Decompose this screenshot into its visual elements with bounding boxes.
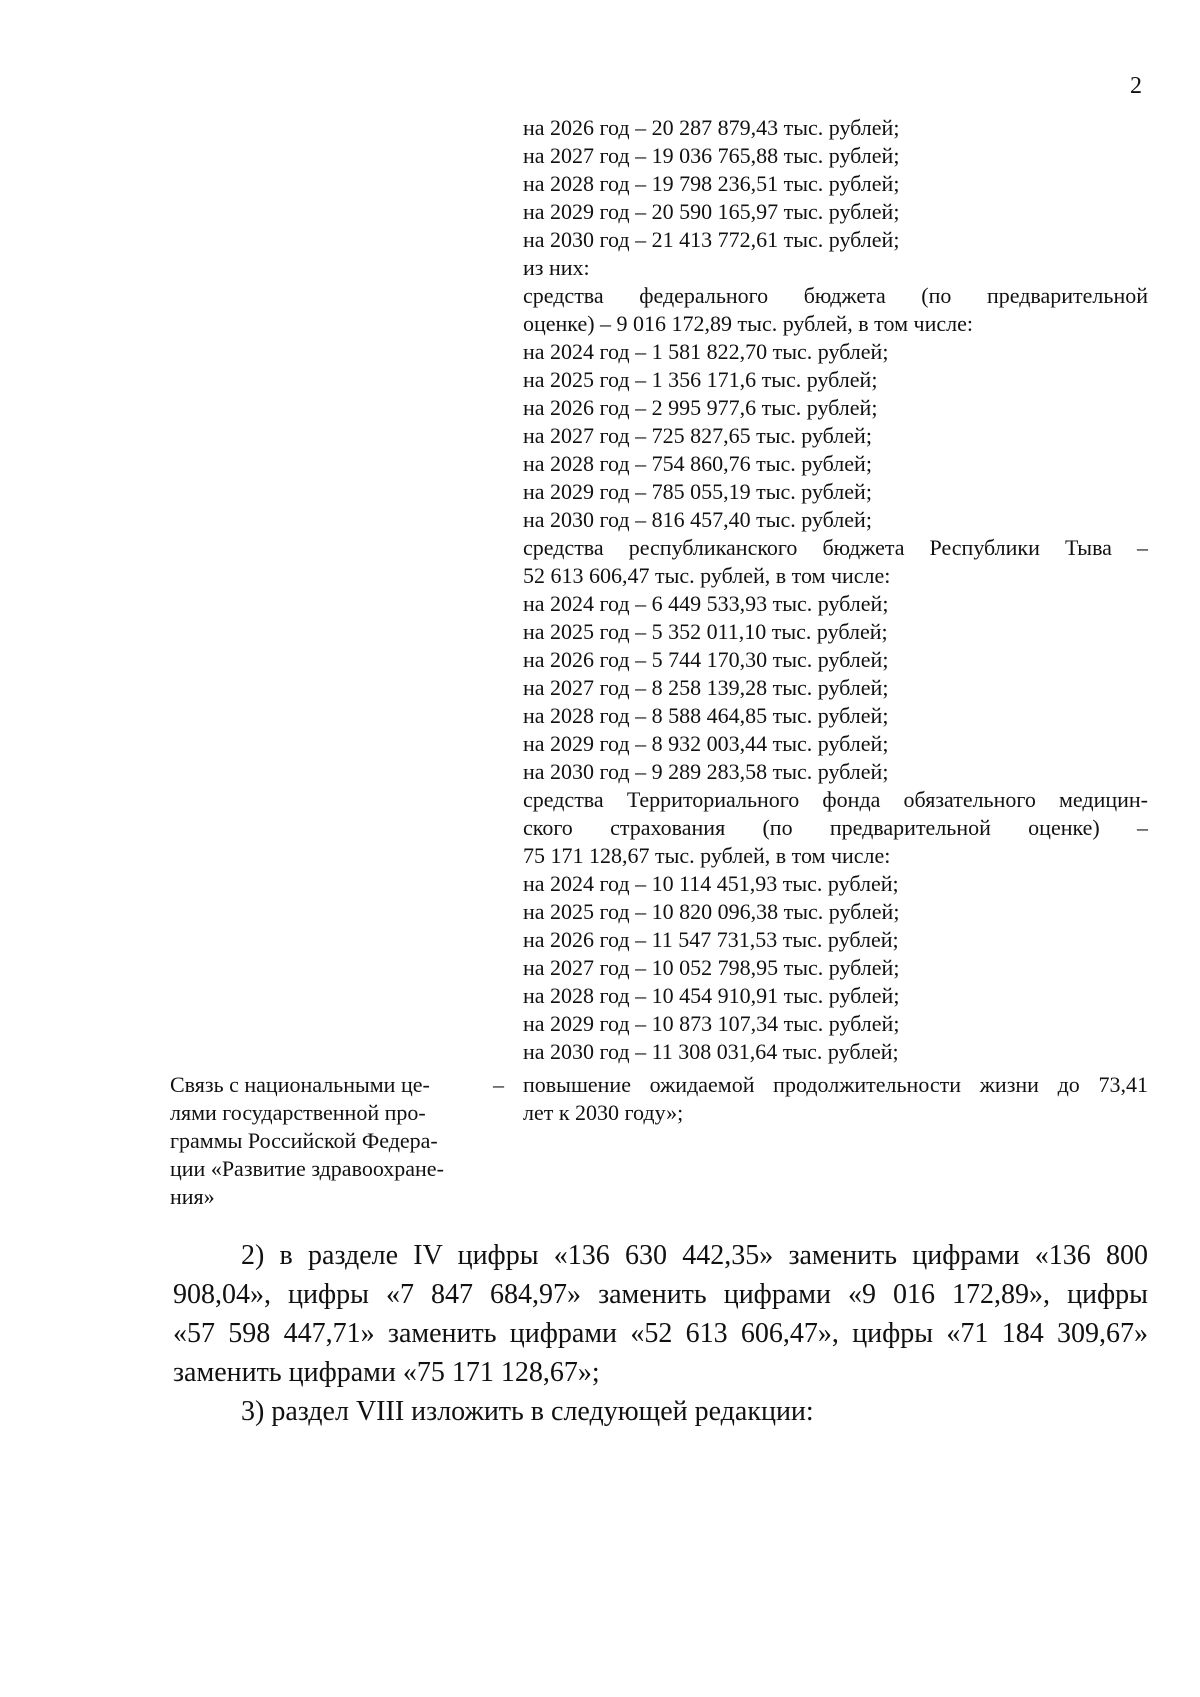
funding-line: средства федерального бюджета (по предварительной	[523, 283, 1148, 308]
funding-line: на 2026 год – 2 995 977,6 тыс. рублей;	[523, 395, 878, 420]
funding-line: на 2029 год – 10 873 107,34 тыс. рублей;	[523, 1011, 900, 1036]
page-number: 2	[1130, 73, 1142, 99]
goal-line: повышение ожидаемой продолжительности жизни до 73,41	[523, 1072, 1148, 1097]
funding-line: на 2029 год – 785 055,19 тыс. рублей;	[523, 479, 872, 504]
label-line: граммы Российской Федера-	[170, 1128, 438, 1153]
funding-line: на 2030 год – 816 457,40 тыс. рублей;	[523, 507, 872, 532]
funding-line: оценке) – 9 016 172,89 тыс. рублей, в том числе:	[523, 311, 973, 336]
amendment-2-line: 2) в разделе IV цифры «136 630 442,35» заменить цифрами «136 800	[241, 1240, 1148, 1271]
funding-line: на 2029 год – 20 590 165,97 тыс. рублей;	[523, 199, 900, 224]
funding-line: на 2028 год – 754 860,76 тыс. рублей;	[523, 451, 872, 476]
funding-line: на 2028 год – 19 798 236,51 тыс. рублей;	[523, 171, 900, 196]
funding-line: на 2028 год – 10 454 910,91 тыс. рублей;	[523, 983, 900, 1008]
funding-line: средства Территориального фонда обязательного медицин-	[523, 787, 1148, 812]
funding-line: на 2027 год – 19 036 765,88 тыс. рублей;	[523, 143, 900, 168]
funding-line: 75 171 128,67 тыс. рублей, в том числе:	[523, 843, 891, 868]
funding-line: на 2028 год – 8 588 464,85 тыс. рублей;	[523, 703, 889, 728]
label-line: ния»	[170, 1184, 215, 1209]
label-line: ции «Развитие здравоохране-	[170, 1156, 444, 1181]
goal-line: лет к 2030 году»;	[523, 1100, 684, 1125]
amendment-2-line: «57 598 447,71» заменить цифрами «52 613 606,47», цифры «71 184 309,67»	[173, 1318, 1148, 1349]
funding-line: 52 613 606,47 тыс. рублей, в том числе:	[523, 563, 891, 588]
amendment-3-line: 3) раздел VIII изложить в следующей редакции:	[241, 1396, 814, 1427]
national-goals-label	[170, 1071, 488, 1211]
funding-line: на 2025 год – 5 352 011,10 тыс. рублей;	[523, 619, 888, 644]
funding-line: на 2024 год – 6 449 533,93 тыс. рублей;	[523, 591, 889, 616]
funding-line: на 2027 год – 725 827,65 тыс. рублей;	[523, 423, 872, 448]
funding-line: средства республиканского бюджета Республики Тыва –	[523, 535, 1148, 560]
funding-line: на 2026 год – 20 287 879,43 тыс. рублей;	[523, 115, 900, 140]
label-line: Связь с национальными це-	[170, 1072, 430, 1097]
funding-line: на 2030 год – 11 308 031,64 тыс. рублей;	[523, 1039, 899, 1064]
amendment-2-line: 908,04», цифры «7 847 684,97» заменить цифрами «9 016 172,89», цифры	[173, 1279, 1148, 1310]
funding-block	[523, 114, 1148, 1066]
funding-line: на 2025 год – 10 820 096,38 тыс. рублей;	[523, 899, 900, 924]
funding-line: на 2030 год – 21 413 772,61 тыс. рублей;	[523, 227, 900, 252]
funding-line: из них:	[523, 255, 590, 280]
funding-line: на 2024 год – 1 581 822,70 тыс. рублей;	[523, 339, 889, 364]
label-dash: –	[493, 1072, 504, 1097]
funding-line: на 2025 год – 1 356 171,6 тыс. рублей;	[523, 367, 878, 392]
funding-line: на 2027 год – 10 052 798,95 тыс. рублей;	[523, 955, 900, 980]
funding-line: на 2024 год – 10 114 451,93 тыс. рублей;	[523, 871, 899, 896]
funding-line: на 2029 год – 8 932 003,44 тыс. рублей;	[523, 731, 889, 756]
amendment-2-line: заменить цифрами «75 171 128,67»;	[173, 1357, 600, 1388]
label-line: лями государственной про-	[170, 1100, 426, 1125]
funding-line: ского страхования (по предварительной оценке) –	[523, 815, 1148, 840]
funding-line: на 2026 год – 11 547 731,53 тыс. рублей;	[523, 927, 899, 952]
funding-line: на 2030 год – 9 289 283,58 тыс. рублей;	[523, 759, 889, 784]
funding-line: на 2027 год – 8 258 139,28 тыс. рублей;	[523, 675, 889, 700]
funding-line: на 2026 год – 5 744 170,30 тыс. рублей;	[523, 647, 889, 672]
national-goals-value	[523, 1071, 1148, 1127]
amendments-text	[173, 1236, 1148, 1431]
